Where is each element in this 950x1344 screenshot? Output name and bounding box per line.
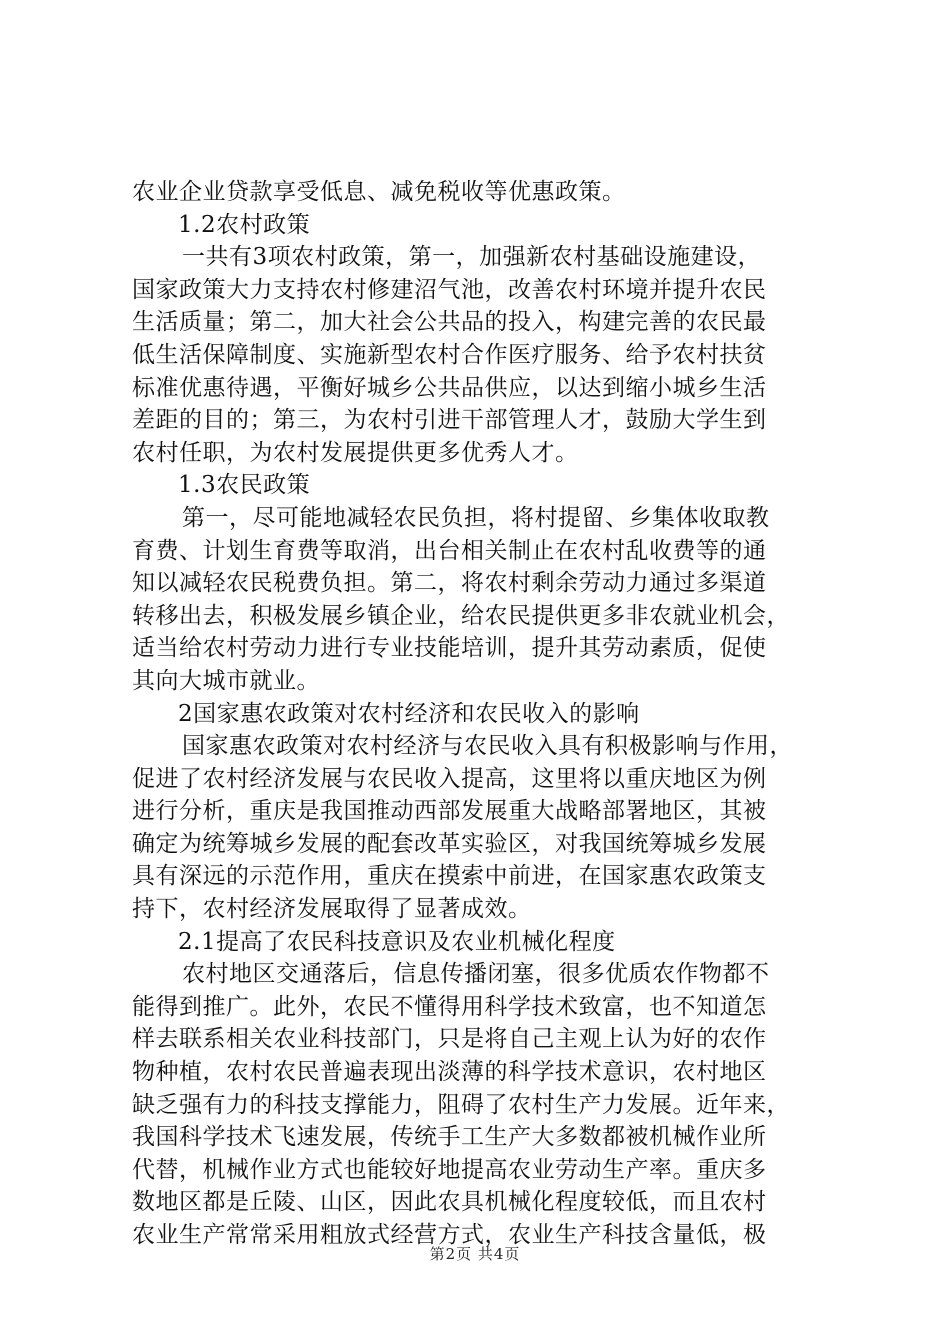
- paragraph-line: 知以减轻农民税费负担。第二，将农村剩余劳动力通过多渠道: [132, 570, 767, 597]
- paragraph-line: 促进了农村经济发展与农民收入提高，这里将以重庆地区为例: [132, 765, 767, 792]
- paragraph-line: 低生活保障制度、实施新型农村合作医疗服务、给予农村扶贫: [132, 341, 767, 368]
- section-heading: 2.1提高了农民科技意识及农业机械化程度: [178, 928, 616, 955]
- paragraph-line: 其向大城市就业。: [132, 667, 320, 694]
- paragraph-line: 育费、计划生育费等取消，出台相关制止在农村乱收费等的通: [132, 537, 767, 564]
- paragraph-line: 具有深远的示范作用，重庆在摸索中前进，在国家惠农政策支: [132, 863, 767, 890]
- paragraph-line: 持下，农村经济发展取得了显著成效。: [132, 896, 532, 923]
- paragraph-line: 转移出去，积极发展乡镇企业，给农民提供更多非农就业机会，: [132, 602, 790, 629]
- paragraph-line: 农村地区交通落后，信息传播闭塞，很多优质农作物都不: [182, 961, 770, 988]
- paragraph-line: 农业企业贷款享受低息、减免税收等优惠政策。: [132, 179, 626, 205]
- paragraph-line: 一共有3项农村政策，第一，加强新农村基础设施建设，: [182, 244, 762, 271]
- page-footer: 第2页 共4页: [429, 1245, 521, 1263]
- section-heading: 2国家惠农政策对农村经济和农民收入的影响: [178, 700, 640, 727]
- paragraph-line: 代替，机械作业方式也能较好地提高农业劳动生产率。重庆多: [132, 1156, 767, 1183]
- paragraph-line: 数地区都是丘陵、山区，因此农具机械化程度较低，而且农村: [132, 1189, 767, 1216]
- paragraph-line: 确定为统筹城乡发展的配套改革实验区，对我国统筹城乡发展: [132, 830, 767, 857]
- paragraph-line: 国家惠农政策对农村经济与农民收入具有积极影响与作用，: [182, 733, 793, 760]
- document-body: [132, 176, 832, 1252]
- paragraph-line: 标准优惠待遇，平衡好城乡公共品供应，以达到缩小城乡生活: [132, 374, 767, 401]
- paragraph-line: 适当给农村劳动力进行专业技能培训，提升其劳动素质，促使: [132, 635, 767, 662]
- paragraph-line: 国家政策大力支持农村修建沼气池，改善农村环境并提升农民: [132, 276, 767, 303]
- section-heading: 1.2农村政策: [178, 211, 311, 238]
- paragraph-line: 我国科学技术飞速发展，传统手工生产大多数都被机械作业所: [132, 1124, 767, 1151]
- paragraph-line: 缺乏强有力的科技支撑能力，阻碍了农村生产力发展。近年来，: [132, 1091, 790, 1118]
- paragraph-line: 样去联系相关农业科技部门，只是将自己主观上认为好的农作: [132, 1026, 767, 1053]
- paragraph-line: 能得到推广。此外，农民不懂得用科学技术致富，也不知道怎: [132, 993, 767, 1020]
- paragraph-line: 物种植，农村农民普遍表现出淡薄的科学技术意识，农村地区: [132, 1059, 767, 1086]
- paragraph-line: 进行分析，重庆是我国推动西部发展重大战略部署地区，其被: [132, 798, 767, 825]
- section-heading: 1.3农民政策: [178, 472, 311, 499]
- paragraph-line: 生活质量；第二，加大社会公共品的投入，构建完善的农民最: [132, 309, 767, 336]
- paragraph-line: 第一，尽可能地减轻农民负担，将村提留、乡集体收取教: [182, 504, 770, 531]
- paragraph-line: 农村任职，为农村发展提供更多优秀人才。: [132, 439, 579, 466]
- paragraph-line: 差距的目的；第三，为农村引进干部管理人才，鼓励大学生到: [132, 407, 767, 434]
- paragraph-line: 农业生产常常采用粗放式经营方式，农业生产科技含量低，极: [132, 1222, 767, 1248]
